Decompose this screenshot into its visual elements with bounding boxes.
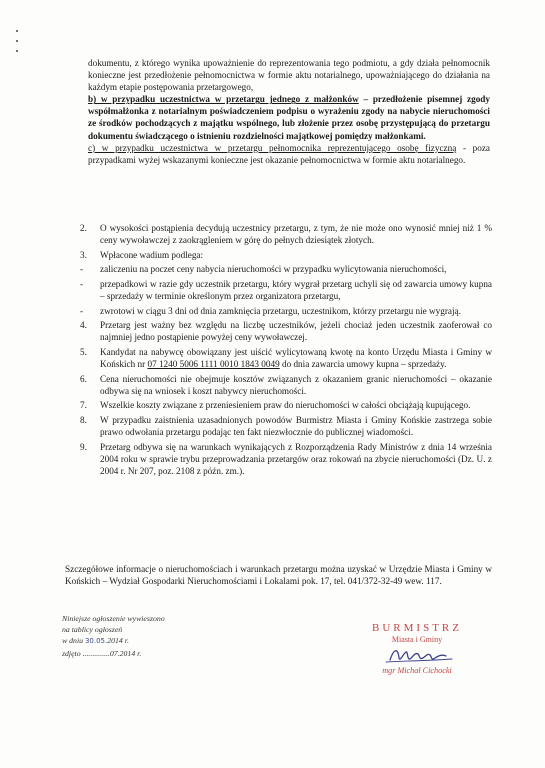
list-item-marker: - <box>80 264 84 275</box>
paragraph-c-label: c) w przypadku uczestnictwa w przetargu pełnomocnika reprezentującego osobę fizyczną <box>88 142 457 153</box>
notice-removed-dots: .............. <box>82 648 110 658</box>
list-item <box>80 399 492 411</box>
notice-line-3 <box>62 635 262 647</box>
list-item-text: przepadkowi w razie gdy uczestnik przetargu, który wygrał przetarg uchyli się od zawarcia umowy kupna – sprzedaży w terminie określonym przez organizatora przetargu, <box>100 278 492 301</box>
handwritten-signature <box>372 644 462 666</box>
notice-date-suffix: 2014 r. <box>107 636 129 646</box>
contact-paragraph <box>65 563 492 587</box>
paragraph-c <box>88 142 490 166</box>
bank-account-number: 07 1240 5006 1111 0010 1843 0049 <box>147 358 280 369</box>
notice-line-1: Niniejsze ogłoszenie wywieszono <box>62 614 165 623</box>
paragraph-b <box>88 93 490 141</box>
notice-line-4 <box>62 648 262 659</box>
list-item-marker: - <box>80 305 84 316</box>
list-item-marker: 9. <box>80 441 87 452</box>
handwritten-date: 30.05. <box>84 637 108 646</box>
paragraph-c-text: - poza przypadkami wyżej wskazanymi konieczne jest okazanie pełnomocnictwa w formie aktu notarialnego. <box>88 142 491 165</box>
list-item-marker: 4. <box>80 320 87 331</box>
list-item-text: O wysokości postąpienia decydują uczestnicy przetargu, z tym, że nie może ono wynosić mniej niż 1 % ceny wywoławczej z zaokrągleniem w górę do pełnych dziesiątek złotych. <box>100 223 492 246</box>
list-item <box>80 319 492 343</box>
list-item-text: Wszelkie koszty związane z przeniesieniem praw do nieruchomości w całości obciążają kupującego. <box>100 400 471 411</box>
notice-line-2: na tablicy ogłoszeń <box>62 625 123 635</box>
list-item-text: zwrotowi w ciągu 3 dni od dnia zamknięcia przetargu, uczestnikom, którzy przetargu nie wygrają. <box>100 305 461 316</box>
list-item <box>80 305 492 317</box>
stamp-name: mgr Michał Cichocki <box>382 666 452 675</box>
list-item <box>80 373 492 397</box>
list-item <box>80 414 492 438</box>
contact-text: Szczegółowe informacje o nieruchomościach i warunkach przetargu można uzyskać w Urzędzie Miasta i Gminy w Końskich – Wydział Gospodarki Nieruchomościami i Lokalami pok. 17, tel. 041/372-32-49 wew. 117. <box>65 564 492 587</box>
list-item-marker: 3. <box>80 249 87 260</box>
notice-removed-prefix: zdjęto <box>62 648 83 658</box>
list-item <box>80 222 492 246</box>
notice-removed-suffix: 07.2014 r. <box>109 648 142 658</box>
mayor-stamp <box>352 622 482 692</box>
list-item <box>80 346 492 370</box>
list-item-marker: 8. <box>80 414 87 425</box>
list-item <box>80 249 492 261</box>
list-item-marker: - <box>80 278 84 289</box>
conditions-list <box>80 222 492 479</box>
list-item-text: Przetarg jest ważny bez względu na liczbę uczestników, jeżeli chociaż jeden uczestnik zaoferował co najmniej jedno postąpienie powyżej ceny wywoławczej. <box>100 320 492 343</box>
paragraph-b-text: – przedłożenie pisemnej zgody współmałżonka z notarialnym poświadczeniem podpisu o wyrażeniu zgody na nabycie nieruchomości ze środków pochodzących z majątku wspólnego, lub złożenie przez osobę przystępującą do przetargu dokumentu świadczącego o istnieniu rozdzielności majątkowej pomiędzy małżonkami. <box>88 94 491 141</box>
paragraph-b-label: b) w przypadku uczestnictwa w przetargu jednego z małżonków <box>88 94 359 105</box>
posting-notice <box>62 613 262 659</box>
requirements-continuation <box>88 57 490 166</box>
list-item-text: Kandydat na nabywcę obowiązany jest uiścić wylicytowaną kwotę na konto Urzędu Miasta i Gminy w Końskich nr 07 1240 5006 1111 0010 1843 0049 do dnia zawarcia umowy kupna – sprzedaży. <box>100 346 492 369</box>
notice-date-prefix: w dniu <box>62 636 85 646</box>
paragraph-a-continuation: dokumentu, z którego wynika upoważnienie do reprezentowania tego podmiotu, a gdy działa pełnomocnik konieczne jest przedłożenie pełnomocnictwa w formie aktu notarialnego, upoważniającego do działania na każdym etapie postępowania przetargowego, <box>88 58 490 93</box>
list-item <box>80 441 492 477</box>
list-item-text: Przetarg odbywa się na warunkach wynikających z Rozporządzenia Rady Ministrów z dnia 14 września 2004 roku w sprawie trybu przeprowadzania przetargów oraz rokowań na zbycie nieruchomości (Dz. U. z 2004 r. Nr 207, poz. 2108 z późn. zm.). <box>100 441 492 476</box>
list-item-marker: 2. <box>80 223 87 233</box>
signature-scribble <box>372 644 462 666</box>
list-item <box>80 263 492 275</box>
binder-hole-marks <box>14 22 20 62</box>
stamp-subtitle: Miasta i Gminy <box>391 635 443 644</box>
list-item <box>80 278 492 302</box>
list-item-text: Wpłacone wadium podlega: <box>100 249 204 260</box>
stamp-title: BURMISTRZ <box>372 622 462 634</box>
list-item-text: Cena nieruchomości nie obejmuje kosztów związanych z okazaniem granic nieruchomości – okazanie odbywa się na wniosek i koszt nabywcy nieruchomości. <box>100 373 492 396</box>
list-item-text: W przypadku zaistnienia uzasadnionych powodów Burmistrz Miasta i Gminy Końskie zastrzega sobie prawo odwołania przetargu podając ten fakt niezwłocznie do publicznej wiadomości. <box>100 414 492 437</box>
list-item-marker: 6. <box>80 373 87 384</box>
list-item-text: zaliczeniu na poczet ceny nabycia nieruchomości w przypadku wylicytowania nieruchomości, <box>100 264 447 275</box>
list-item-marker: 5. <box>80 346 87 357</box>
list-item-marker: 7. <box>80 400 87 411</box>
